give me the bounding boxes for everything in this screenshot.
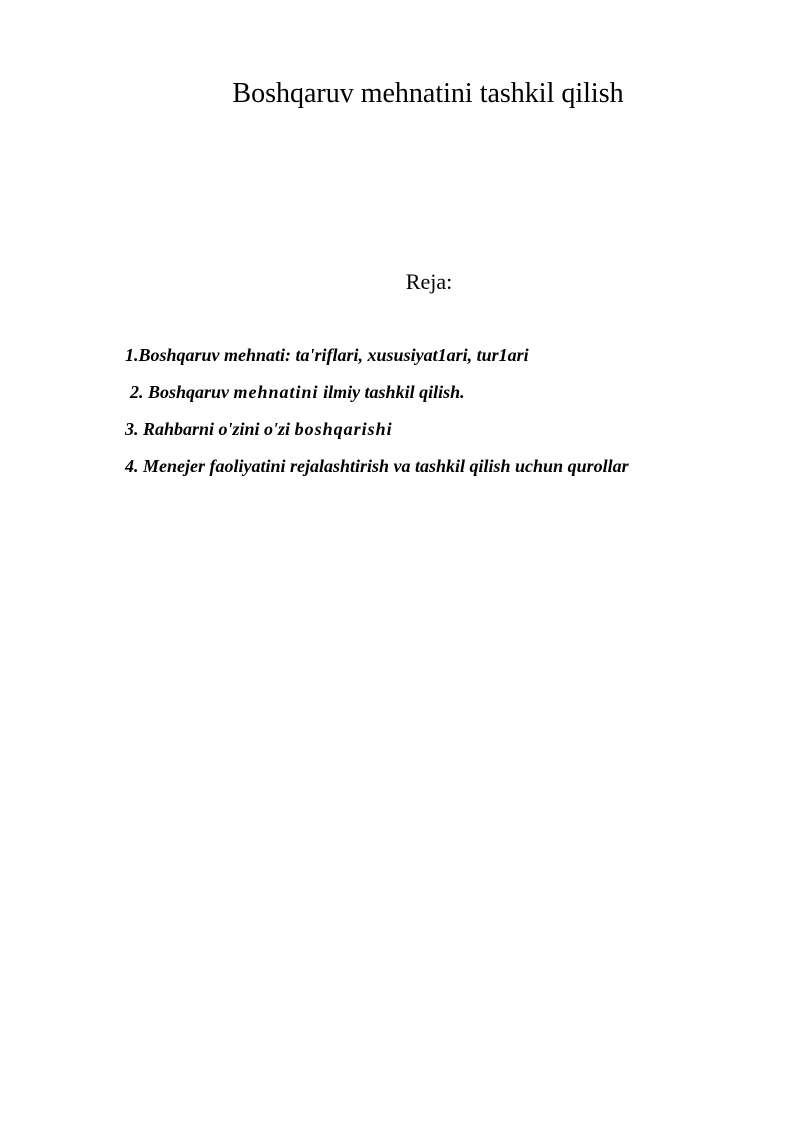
plan-item-1: 1.Boshqaruv mehnati: ta'riflari, xususiyat1ari, tur1ari — [125, 345, 529, 365]
document-title: Boshqaruv mehnatini tashkil qilish — [232, 78, 624, 109]
plan-item-4: 4. Menejer faoliyatini rejalashtirish va tashkil qilish uchun qurollar — [125, 456, 629, 476]
plan-item-2-spaced: mehnatini — [233, 382, 319, 402]
plan-item-3 — [125, 418, 393, 440]
plan-item-3-spaced: boshqarishi — [294, 419, 393, 439]
plan-item-2 — [130, 381, 465, 403]
plan-heading: Reja: — [405, 269, 453, 294]
plan-item-2-end: ilmiy tashkil qilish. — [318, 382, 465, 402]
plan-item-2-start: 2. Boshqaruv — [130, 382, 234, 402]
plan-item-3-start: 3. Rahbarni o'zini o'zi — [125, 419, 295, 439]
